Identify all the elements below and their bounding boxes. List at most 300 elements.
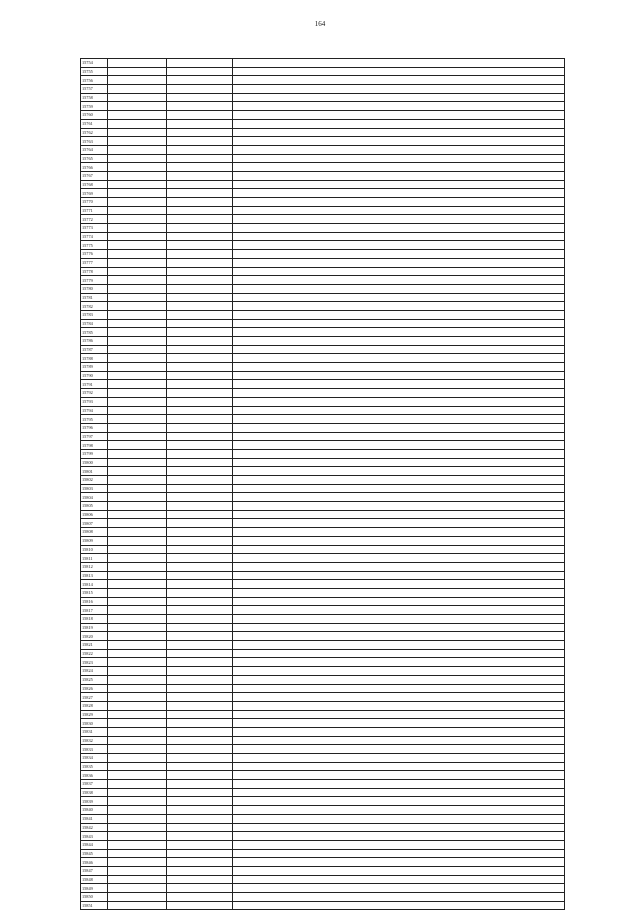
address-cell <box>233 510 565 519</box>
address-cell <box>233 432 565 441</box>
address-cell <box>233 441 565 450</box>
cadastral-number-cell <box>167 119 233 128</box>
address-cell <box>233 310 565 319</box>
registry-number-cell <box>108 284 167 293</box>
table-row <box>81 276 565 285</box>
cadastral-number-cell <box>167 588 233 597</box>
address-cell <box>233 206 565 215</box>
row-number-cell: 15832 <box>81 736 108 745</box>
address-cell <box>233 780 565 789</box>
row-number-cell: 15771 <box>81 206 108 215</box>
table-row <box>81 849 565 858</box>
cadastral-number-cell <box>167 241 233 250</box>
address-cell <box>233 901 565 910</box>
table-row <box>81 449 565 458</box>
registry-number-cell <box>108 189 167 198</box>
address-cell <box>233 762 565 771</box>
table-row <box>81 215 565 224</box>
table-row <box>81 901 565 910</box>
table-row <box>81 484 565 493</box>
row-number-cell: 15837 <box>81 780 108 789</box>
address-cell <box>233 884 565 893</box>
address-cell <box>233 145 565 154</box>
table-row <box>81 241 565 250</box>
cadastral-number-cell <box>167 693 233 702</box>
registry-number-cell <box>108 588 167 597</box>
cadastral-number-cell <box>167 858 233 867</box>
row-number-cell: 15789 <box>81 363 108 372</box>
registry-number-cell <box>108 423 167 432</box>
row-number-cell: 15807 <box>81 519 108 528</box>
table-row <box>81 319 565 328</box>
registry-number-cell <box>108 771 167 780</box>
address-cell <box>233 684 565 693</box>
registry-number-cell <box>108 59 167 68</box>
address-cell <box>233 363 565 372</box>
row-number-cell: 15767 <box>81 171 108 180</box>
registry-number-cell <box>108 380 167 389</box>
address-cell <box>233 224 565 233</box>
table-row <box>81 814 565 823</box>
address-cell <box>233 606 565 615</box>
registry-number-cell <box>108 823 167 832</box>
registry-number-cell <box>108 328 167 337</box>
row-number-cell: 15776 <box>81 250 108 259</box>
cadastral-number-cell <box>167 328 233 337</box>
row-number-cell: 15845 <box>81 849 108 858</box>
address-cell <box>233 267 565 276</box>
registry-number-cell <box>108 302 167 311</box>
row-number-cell: 15833 <box>81 745 108 754</box>
cadastral-number-cell <box>167 284 233 293</box>
address-cell <box>233 493 565 502</box>
address-cell <box>233 858 565 867</box>
registry-number-cell <box>108 76 167 85</box>
registry-number-cell <box>108 232 167 241</box>
registry-number-cell <box>108 276 167 285</box>
cadastral-number-cell <box>167 345 233 354</box>
cadastral-number-cell <box>167 762 233 771</box>
registry-number-cell <box>108 701 167 710</box>
table-row <box>81 823 565 832</box>
cadastral-number-cell <box>167 363 233 372</box>
cadastral-number-cell <box>167 76 233 85</box>
address-cell <box>233 536 565 545</box>
row-number-cell: 15828 <box>81 701 108 710</box>
address-cell <box>233 554 565 563</box>
table-row <box>81 580 565 589</box>
row-number-cell: 15820 <box>81 632 108 641</box>
row-number-cell: 15813 <box>81 571 108 580</box>
table-row <box>81 441 565 450</box>
address-cell <box>233 258 565 267</box>
row-number-cell: 15829 <box>81 710 108 719</box>
registry-number-cell <box>108 806 167 815</box>
table-row <box>81 137 565 146</box>
table-row <box>81 59 565 68</box>
registry-number-cell <box>108 432 167 441</box>
registry-number-cell <box>108 780 167 789</box>
row-number-cell: 15825 <box>81 675 108 684</box>
row-number-cell: 15800 <box>81 458 108 467</box>
table-row <box>81 206 565 215</box>
cadastral-number-cell <box>167 389 233 398</box>
address-cell <box>233 319 565 328</box>
registry-number-cell <box>108 667 167 676</box>
registry-number-cell <box>108 267 167 276</box>
cadastral-number-cell <box>167 562 233 571</box>
address-cell <box>233 832 565 841</box>
cadastral-number-cell <box>167 354 233 363</box>
registry-number-cell <box>108 632 167 641</box>
row-number-cell: 15788 <box>81 354 108 363</box>
cadastral-number-cell <box>167 171 233 180</box>
registry-table-body <box>81 59 565 910</box>
table-row <box>81 710 565 719</box>
row-number-cell: 15819 <box>81 623 108 632</box>
row-number-cell: 15766 <box>81 163 108 172</box>
table-row <box>81 171 565 180</box>
cadastral-number-cell <box>167 832 233 841</box>
table-row <box>81 840 565 849</box>
address-cell <box>233 137 565 146</box>
cadastral-number-cell <box>167 710 233 719</box>
cadastral-number-cell <box>167 771 233 780</box>
row-number-cell: 15815 <box>81 588 108 597</box>
cadastral-number-cell <box>167 380 233 389</box>
row-number-cell: 15809 <box>81 536 108 545</box>
registry-number-cell <box>108 797 167 806</box>
registry-number-cell <box>108 163 167 172</box>
registry-number-cell <box>108 736 167 745</box>
table-row <box>81 293 565 302</box>
cadastral-number-cell <box>167 163 233 172</box>
cadastral-number-cell <box>167 232 233 241</box>
row-number-cell: 15772 <box>81 215 108 224</box>
table-row <box>81 163 565 172</box>
registry-number-cell <box>108 171 167 180</box>
table-row <box>81 562 565 571</box>
cadastral-number-cell <box>167 137 233 146</box>
table-row <box>81 893 565 902</box>
table-row <box>81 519 565 528</box>
registry-number-cell <box>108 528 167 537</box>
table-row <box>81 667 565 676</box>
table-row <box>81 510 565 519</box>
address-cell <box>233 119 565 128</box>
cadastral-number-cell <box>167 128 233 137</box>
row-number-cell: 15795 <box>81 415 108 424</box>
row-number-cell: 15801 <box>81 467 108 476</box>
address-cell <box>233 649 565 658</box>
row-number-cell: 15846 <box>81 858 108 867</box>
address-cell <box>233 797 565 806</box>
table-row <box>81 736 565 745</box>
registry-number-cell <box>108 510 167 519</box>
registry-number-cell <box>108 397 167 406</box>
row-number-cell: 15786 <box>81 337 108 346</box>
registry-number-cell <box>108 449 167 458</box>
cadastral-number-cell <box>167 67 233 76</box>
table-row <box>81 345 565 354</box>
address-cell <box>233 814 565 823</box>
table-row <box>81 180 565 189</box>
table-row <box>81 111 565 120</box>
address-cell <box>233 389 565 398</box>
row-number-cell: 15790 <box>81 371 108 380</box>
row-number-cell: 15759 <box>81 102 108 111</box>
address-cell <box>233 111 565 120</box>
address-cell <box>233 615 565 624</box>
address-cell <box>233 93 565 102</box>
registry-number-cell <box>108 832 167 841</box>
cadastral-number-cell <box>167 432 233 441</box>
table-row <box>81 832 565 841</box>
table-row <box>81 423 565 432</box>
registry-number-cell <box>108 180 167 189</box>
cadastral-number-cell <box>167 467 233 476</box>
table-row <box>81 658 565 667</box>
cadastral-number-cell <box>167 493 233 502</box>
cadastral-number-cell <box>167 302 233 311</box>
row-number-cell: 15774 <box>81 232 108 241</box>
address-cell <box>233 345 565 354</box>
registry-number-cell <box>108 128 167 137</box>
registry-number-cell <box>108 693 167 702</box>
cadastral-number-cell <box>167 519 233 528</box>
table-row <box>81 232 565 241</box>
registry-table <box>80 58 565 910</box>
registry-number-cell <box>108 415 167 424</box>
row-number-cell: 15769 <box>81 189 108 198</box>
row-number-cell: 15849 <box>81 884 108 893</box>
address-cell <box>233 754 565 763</box>
cadastral-number-cell <box>167 423 233 432</box>
address-cell <box>233 866 565 875</box>
row-number-cell: 15818 <box>81 615 108 624</box>
registry-number-cell <box>108 145 167 154</box>
registry-number-cell <box>108 154 167 163</box>
registry-number-cell <box>108 866 167 875</box>
cadastral-number-cell <box>167 337 233 346</box>
cadastral-number-cell <box>167 649 233 658</box>
registry-number-cell <box>108 649 167 658</box>
table-row <box>81 85 565 94</box>
row-number-cell: 15802 <box>81 476 108 485</box>
table-row <box>81 267 565 276</box>
row-number-cell: 15796 <box>81 423 108 432</box>
address-cell <box>233 293 565 302</box>
row-number-cell: 15817 <box>81 606 108 615</box>
row-number-cell: 15760 <box>81 111 108 120</box>
row-number-cell: 15761 <box>81 119 108 128</box>
row-number-cell: 15823 <box>81 658 108 667</box>
cadastral-number-cell <box>167 310 233 319</box>
address-cell <box>233 328 565 337</box>
registry-number-cell <box>108 215 167 224</box>
row-number-cell: 15794 <box>81 406 108 415</box>
row-number-cell: 15844 <box>81 840 108 849</box>
table-row <box>81 397 565 406</box>
address-cell <box>233 727 565 736</box>
table-row <box>81 727 565 736</box>
registry-number-cell <box>108 484 167 493</box>
cadastral-number-cell <box>167 727 233 736</box>
registry-number-cell <box>108 754 167 763</box>
table-row <box>81 224 565 233</box>
cadastral-number-cell <box>167 510 233 519</box>
cadastral-number-cell <box>167 875 233 884</box>
table-row <box>81 389 565 398</box>
row-number-cell: 15780 <box>81 284 108 293</box>
cadastral-number-cell <box>167 258 233 267</box>
table-row <box>81 641 565 650</box>
row-number-cell: 15764 <box>81 145 108 154</box>
table-row <box>81 623 565 632</box>
row-number-cell: 15768 <box>81 180 108 189</box>
row-number-cell: 15778 <box>81 267 108 276</box>
registry-number-cell <box>108 67 167 76</box>
registry-number-cell <box>108 762 167 771</box>
cadastral-number-cell <box>167 102 233 111</box>
table-row <box>81 719 565 728</box>
row-number-cell: 15763 <box>81 137 108 146</box>
cadastral-number-cell <box>167 606 233 615</box>
table-row <box>81 432 565 441</box>
cadastral-number-cell <box>167 545 233 554</box>
registry-number-cell <box>108 519 167 528</box>
table-row <box>81 493 565 502</box>
cadastral-number-cell <box>167 449 233 458</box>
registry-number-cell <box>108 641 167 650</box>
address-cell <box>233 823 565 832</box>
registry-number-cell <box>108 319 167 328</box>
address-cell <box>233 171 565 180</box>
row-number-cell: 15847 <box>81 866 108 875</box>
registry-number-cell <box>108 849 167 858</box>
cadastral-number-cell <box>167 719 233 728</box>
table-row <box>81 467 565 476</box>
table-row <box>81 536 565 545</box>
cadastral-number-cell <box>167 441 233 450</box>
row-number-cell: 15779 <box>81 276 108 285</box>
row-number-cell: 15785 <box>81 328 108 337</box>
table-row <box>81 806 565 815</box>
address-cell <box>233 745 565 754</box>
table-row <box>81 371 565 380</box>
address-cell <box>233 458 565 467</box>
table-row <box>81 588 565 597</box>
registry-number-cell <box>108 293 167 302</box>
cadastral-number-cell <box>167 788 233 797</box>
address-cell <box>233 198 565 207</box>
cadastral-number-cell <box>167 806 233 815</box>
address-cell <box>233 675 565 684</box>
address-cell <box>233 380 565 389</box>
table-row <box>81 189 565 198</box>
registry-number-cell <box>108 93 167 102</box>
table-row <box>81 354 565 363</box>
address-cell <box>233 467 565 476</box>
cadastral-number-cell <box>167 658 233 667</box>
table-row <box>81 310 565 319</box>
registry-number-cell <box>108 814 167 823</box>
table-row <box>81 780 565 789</box>
registry-number-cell <box>108 554 167 563</box>
row-number-cell: 15773 <box>81 224 108 233</box>
address-cell <box>233 528 565 537</box>
address-cell <box>233 588 565 597</box>
address-cell <box>233 736 565 745</box>
registry-number-cell <box>108 675 167 684</box>
table-row <box>81 128 565 137</box>
address-cell <box>233 354 565 363</box>
cadastral-number-cell <box>167 580 233 589</box>
row-number-cell: 15831 <box>81 727 108 736</box>
address-cell <box>233 276 565 285</box>
registry-number-cell <box>108 623 167 632</box>
cadastral-number-cell <box>167 632 233 641</box>
table-row <box>81 866 565 875</box>
registry-number-cell <box>108 224 167 233</box>
cadastral-number-cell <box>167 536 233 545</box>
cadastral-number-cell <box>167 145 233 154</box>
cadastral-number-cell <box>167 849 233 858</box>
registry-number-cell <box>108 901 167 910</box>
table-row <box>81 797 565 806</box>
row-number-cell: 15814 <box>81 580 108 589</box>
address-cell <box>233 701 565 710</box>
row-number-cell: 15757 <box>81 85 108 94</box>
cadastral-number-cell <box>167 736 233 745</box>
table-row <box>81 198 565 207</box>
registry-number-cell <box>108 354 167 363</box>
row-number-cell: 15841 <box>81 814 108 823</box>
table-row <box>81 554 565 563</box>
registry-number-cell <box>108 371 167 380</box>
cadastral-number-cell <box>167 93 233 102</box>
cadastral-number-cell <box>167 745 233 754</box>
address-cell <box>233 180 565 189</box>
registry-number-cell <box>108 615 167 624</box>
address-cell <box>233 502 565 511</box>
row-number-cell: 15811 <box>81 554 108 563</box>
table-row <box>81 615 565 624</box>
cadastral-number-cell <box>167 206 233 215</box>
registry-number-cell <box>108 250 167 259</box>
address-cell <box>233 423 565 432</box>
registry-number-cell <box>108 137 167 146</box>
table-row <box>81 93 565 102</box>
address-cell <box>233 893 565 902</box>
table-row <box>81 884 565 893</box>
table-row <box>81 754 565 763</box>
row-number-cell: 15756 <box>81 76 108 85</box>
address-cell <box>233 658 565 667</box>
address-cell <box>233 189 565 198</box>
address-cell <box>233 806 565 815</box>
registry-number-cell <box>108 840 167 849</box>
table-row <box>81 328 565 337</box>
address-cell <box>233 128 565 137</box>
registry-number-cell <box>108 441 167 450</box>
row-number-cell: 15816 <box>81 597 108 606</box>
cadastral-number-cell <box>167 615 233 624</box>
row-number-cell: 15755 <box>81 67 108 76</box>
table-row <box>81 571 565 580</box>
registry-number-cell <box>108 536 167 545</box>
table-row <box>81 119 565 128</box>
